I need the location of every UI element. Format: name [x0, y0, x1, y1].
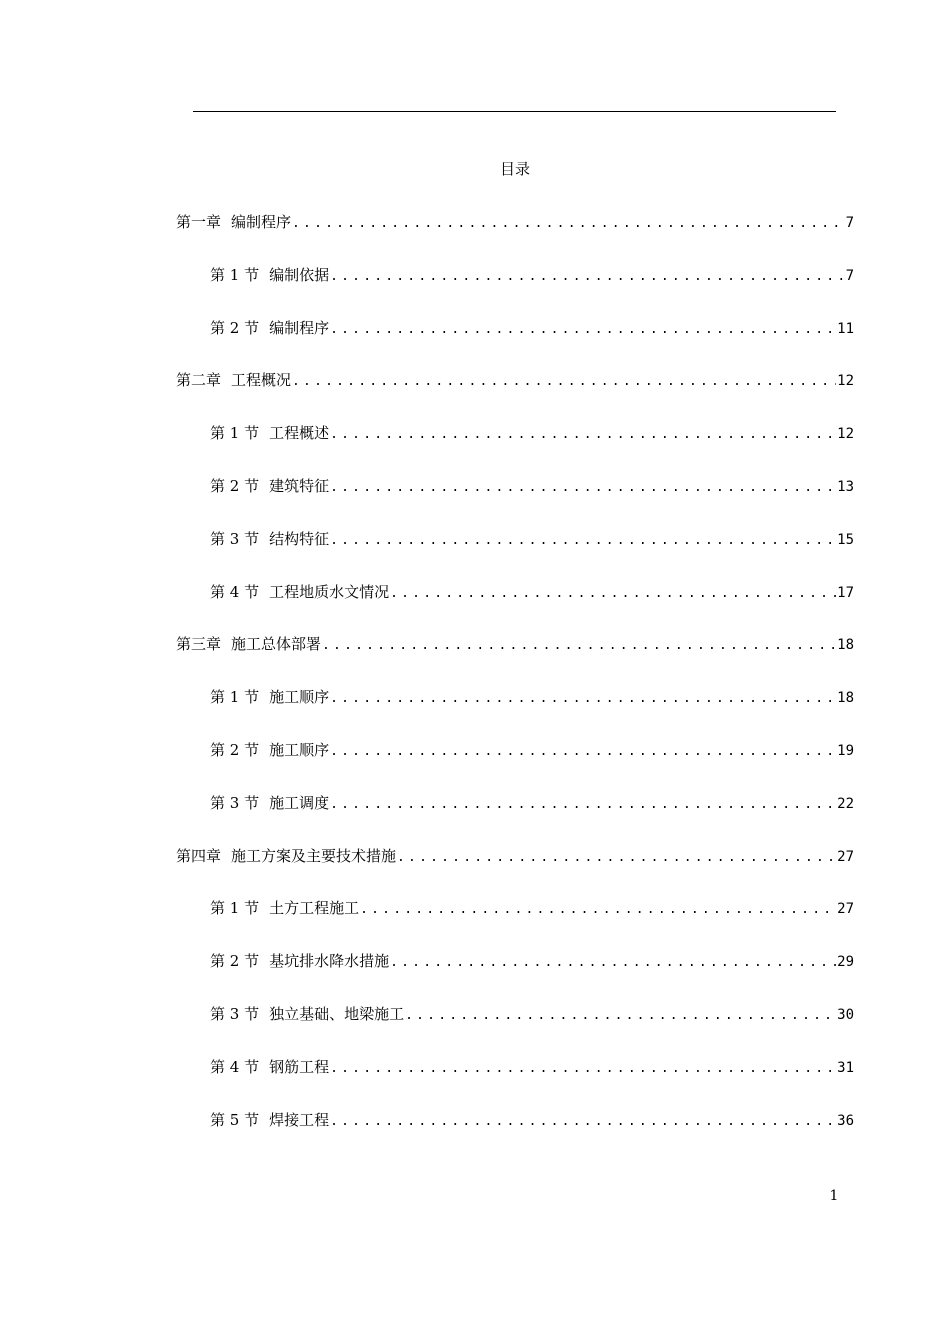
- toc-entry-chapter[interactable]: [176, 369, 854, 422]
- toc-title: 目录: [499, 160, 530, 178]
- toc-entry-number: 第 2 节: [210, 952, 260, 971]
- toc-entry-number: 第 1 节: [210, 688, 260, 707]
- toc-entry-section[interactable]: [176, 686, 854, 739]
- toc-entry-page: 12: [837, 426, 854, 443]
- toc-entry-section[interactable]: [176, 897, 854, 950]
- toc-entry-page: 31: [837, 1059, 854, 1076]
- header-rule: [193, 111, 836, 112]
- toc-entry-section[interactable]: [176, 264, 854, 317]
- toc-entry-page: 19: [837, 742, 854, 759]
- toc-entry-number: 第一章: [176, 213, 222, 231]
- toc-entry-page: 30: [837, 1006, 854, 1023]
- toc-entry-title: 编制依据: [269, 265, 330, 284]
- toc-entry-chapter[interactable]: [176, 845, 854, 898]
- toc-entry-title: 编制程序: [269, 318, 330, 337]
- toc-dot-leader: [397, 847, 836, 869]
- toc-entry-page: 12: [837, 373, 854, 390]
- toc-entry-title: 施工调度: [269, 793, 330, 812]
- toc-entry-title: 施工顺序: [269, 740, 330, 759]
- toc-dot-leader: [330, 530, 836, 552]
- toc-entry-number: 第 1 节: [210, 265, 260, 284]
- toc-entry-section[interactable]: [176, 317, 854, 370]
- toc-dot-leader: [360, 899, 836, 921]
- toc-dot-leader: [330, 1058, 836, 1080]
- toc-dot-leader: [390, 583, 836, 605]
- toc-entry-title: 结构特征: [269, 529, 330, 548]
- toc-dot-leader: [330, 794, 836, 816]
- toc-dot-leader: [292, 371, 836, 393]
- toc-entry-title: 基坑排水降水措施: [269, 952, 390, 971]
- toc-entry-section[interactable]: [176, 422, 854, 475]
- table-of-contents: [176, 211, 854, 1161]
- toc-entry-page: 27: [837, 848, 854, 865]
- toc-entry-page: 17: [837, 584, 854, 601]
- toc-entry-number: 第 2 节: [210, 318, 260, 337]
- toc-entry-page: 11: [837, 320, 854, 337]
- toc-entry-number: 第 3 节: [210, 529, 260, 548]
- toc-entry-number: 第 1 节: [210, 424, 260, 443]
- toc-entry-number: 第二章: [176, 371, 222, 390]
- toc-entry-title: 施工总体部署: [231, 635, 322, 654]
- toc-entry-number: 第 1 节: [210, 899, 260, 918]
- toc-dot-leader: [330, 319, 836, 341]
- toc-entry-title: 工程概述: [269, 424, 330, 443]
- toc-entry-section[interactable]: [176, 1109, 854, 1162]
- toc-entry-title: 土方工程施工: [269, 899, 360, 918]
- toc-entry-page: 7: [845, 215, 854, 231]
- toc-entry-section[interactable]: [176, 792, 854, 845]
- toc-entry-page: 22: [837, 795, 854, 812]
- toc-entry-number: 第 2 节: [210, 476, 260, 495]
- toc-entry-page: 18: [837, 637, 854, 654]
- toc-entry-page: 27: [837, 901, 854, 918]
- toc-entry-page: 7: [845, 267, 854, 284]
- toc-dot-leader: [330, 741, 836, 763]
- toc-entry-number: 第 4 节: [210, 1057, 260, 1076]
- toc-entry-section[interactable]: [176, 1003, 854, 1056]
- toc-entry-number: 第 4 节: [210, 582, 260, 601]
- toc-entry-section[interactable]: [176, 581, 854, 634]
- toc-entry-title: 建筑特征: [269, 476, 330, 495]
- toc-entry-number: 第四章: [176, 846, 222, 865]
- toc-entry-chapter[interactable]: [176, 211, 854, 264]
- toc-entry-number: 第 5 节: [210, 1110, 260, 1129]
- toc-dot-leader: [330, 477, 836, 499]
- toc-dot-leader: [322, 635, 836, 657]
- toc-entry-title: 编制程序: [231, 213, 292, 231]
- toc-entry-number: 第三章: [176, 635, 222, 654]
- toc-entry-number: 第 2 节: [210, 740, 260, 759]
- toc-entry-page: 29: [837, 954, 854, 971]
- toc-entry-section[interactable]: [176, 528, 854, 581]
- toc-entry-page: 36: [837, 1112, 854, 1129]
- toc-entry-section[interactable]: [176, 475, 854, 528]
- toc-dot-leader: [330, 266, 844, 288]
- toc-entry-section[interactable]: [176, 739, 854, 792]
- toc-entry-title: 钢筋工程: [269, 1057, 330, 1076]
- toc-entry-title: 独立基础、地梁施工: [269, 1004, 405, 1023]
- toc-entry-title: 施工顺序: [269, 688, 330, 707]
- toc-entry-number: 第 3 节: [210, 793, 260, 812]
- toc-dot-leader: [292, 213, 845, 235]
- toc-dot-leader: [330, 688, 836, 710]
- toc-entry-page: 13: [837, 478, 854, 495]
- toc-entry-title: 焊接工程: [269, 1110, 330, 1129]
- toc-dot-leader: [405, 1005, 836, 1027]
- toc-entry-section[interactable]: [176, 1056, 854, 1109]
- toc-entry-number: 第 3 节: [210, 1004, 260, 1023]
- page-number: 1: [829, 1188, 839, 1204]
- toc-entry-chapter[interactable]: [176, 633, 854, 686]
- toc-entry-title: 工程地质水文情况: [269, 582, 390, 601]
- toc-entry-page: 18: [837, 690, 854, 707]
- toc-dot-leader: [330, 424, 836, 446]
- toc-dot-leader: [390, 952, 836, 974]
- toc-dot-leader: [330, 1111, 836, 1133]
- toc-entry-page: 15: [837, 531, 854, 548]
- toc-entry-title: 施工方案及主要技术措施: [231, 846, 397, 865]
- toc-entry-title: 工程概况: [231, 371, 292, 390]
- toc-entry-section[interactable]: [176, 950, 854, 1003]
